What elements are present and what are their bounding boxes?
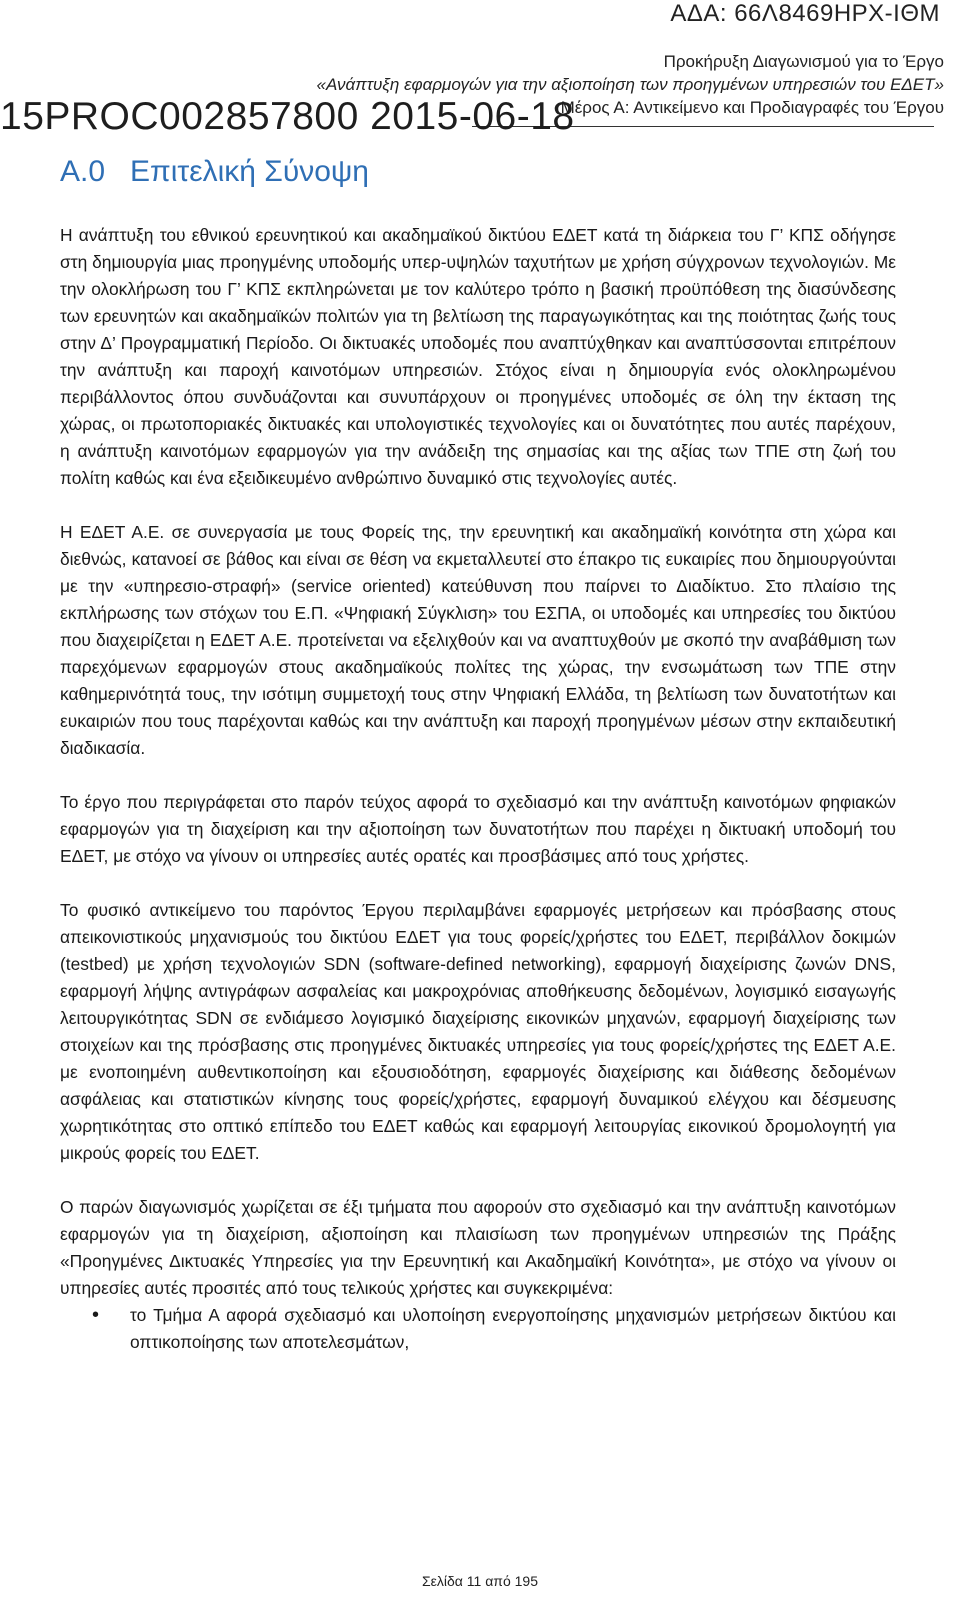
page-footer: Σελίδα 11 από 195 [422,1573,538,1589]
paragraph-4: Το φυσικό αντικείμενο του παρόντος Έργου περιλαμβάνει εφαρμογές μετρήσεων και πρόσβασης στους απεικονιστικούς μηχανισμούς του δικτύου ΕΔΕΤ για τους φορείς/χρήστες του ΕΔΕΤ, περιβάλλον δοκιμών (testbed) με χρήση τεχνολογιών SDN (software-defined networking), εφαρμογή διαχείρισης ζωνών DNS, εφαρμογή λήψης αντιγράφων ασφαλείας και μακροχρόνιας αποθήκευσης δεδομένων, λογισμικό εισαγωγής λειτουργικότητας SDN σε ενδιάμεσο λογισμικό διαχείρισης εικονικών μηχανών, εφαρμογή διαχείρισης των στοιχείων και της πρόσβασης στις προηγμένες δικτυακές υπηρεσίες για τους φορείς/χρήστες της ΕΔΕΤ Α.Ε. με ενοποιημένη αυθεντικοποίηση και εξουσιοδότηση, εφαρμογές διαχείρισης και διάθεσης δεδομένων ασφάλειας και στατιστικών κίνησης τους φορείς/χρήστες, εφαρμογή δυναμικού ελέγχου και δέσμευσης χωρητικότητας στο οπτικό επίπεδο του ΕΔΕΤ καθώς και εφαρμογή λειτουργίας εικονικού δρομολογητή για μικρούς φορείς του ΕΔΕΤ. [60,900,896,1163]
paragraph-2: Η ΕΔΕΤ Α.Ε. σε συνεργασία με τους Φορείς της, την ερευνητική και ακαδημαϊκή κοινότητα στη χώρα και διεθνώς, κατανοεί σε βάθος και είναι σε θέση να εκμεταλλευτεί στο έπακρο τις ευκαιρίες που δημιουργούνται με την «υπηρεσιο-στραφή» (service oriented) κατεύθυνση που παίρνει το Διαδίκτυο. Στο πλαίσιο της εκπλήρωσης των στόχων του Ε.Π. «Ψηφιακή Σύγκλιση» του ΕΣΠΑ, οι υποδομές και υπηρεσίες του δικτύου που διαχειρίζεται η ΕΔΕΤ Α.Ε. προτείνεται να εξελιχθούν και να αναπτυχθούν με σκοπό την αναβάθμιση των παρεχόμενων εφαρμογών στους ακαδημαϊκούς πολίτες της χώρας, την ενσωμάτωση των ΤΠΕ στην καθημερινότητά τους, την ισότιμη συμμετοχή τους στην Ψηφιακή Ελλάδα, τη βελτίωση των δυνατοτήτων και ευκαιριών που τους παρέχονται καθώς και την ανάπτυξη και παροχή προηγμένων μέσων στην εκπαιδευτική διαδικασία. [60,522,896,758]
section-heading: Επιτελική Σύνοψη [130,155,369,188]
header-line-1: Προκήρυξη Διαγωνισμού για το Έργο [663,52,944,71]
header-line-2: «Ανάπτυξη εφαρμογών για την αξιοποίηση των προηγμένων υπηρεσιών του ΕΔΕΤ» [316,75,944,94]
section-number: Α.0 [60,155,106,188]
paragraph-5: Ο παρών διαγωνισμός χωρίζεται σε έξι τμήματα που αφορούν στο σχεδιασμό και την ανάπτυξη καινοτόμων εφαρμογών για τη διαχείριση, αξιοποίηση και πλαισίωση των προηγμένων υπηρεσιών της Πράξης «Προηγμένες Δικτυακές Υπηρεσίες για την Ερευνητική και Ακαδημαϊκή Κοινότητα», με στόχο να γίνουν οι υπηρεσίες αυτές προσιτές από τους τελικούς χρήστες και συγκεκριμένα: [60,1197,896,1298]
list-item [60,1302,896,1356]
document-body [60,222,896,1356]
paragraph-3: Το έργο που περιγράφεται στο παρόν τεύχος αφορά το σχεδιασμό και την ανάπτυξη καινοτόμων φηφιακών εφαρμογών για τη διαχείριση και την αξιοποίηση των δυνατοτήτων που παρέχει η δικτυακή υποδομή του ΕΔΕΤ, με στόχο να γίνουν οι υπηρεσίες αυτές ορατές και προσβάσιμες από τους χρήστες. [60,792,896,866]
header-line-3: Μέρος Α: Αντικείμενο και Προδιαγραφές του Έργου [560,98,944,117]
bullet-icon: • [92,1304,100,1326]
paragraph-1: Η ανάπτυξη του εθνικού ερευνητικού και ακαδημαϊκού δικτύου ΕΔΕΤ κατά τη διάρκεια του Γ’ ΚΠΣ οδήγησε στη δημιουργία μιας προηγμένης υποδομής υπερ-υψηλών ταχυτήτων με χρήση σύγχρονων τεχνολογιών. Με την ολοκλήρωση του Γ’ ΚΠΣ εκπληρώνεται με τον καλύτερο τρόπο η βασική προϋπόθεση της διασύνδεσης των ερευνητών και ακαδημαϊκών πολιτών για τη βελτίωση της παραγωγικότητας και της ποιότητας ζωής τους στην Δ’ Προγραμματική Περίοδο. Οι δικτυακές υποδομές που αναπτύχθηκαν και αναπτύσσονται επιτρέπουν την ανάπτυξη και παροχή καινοτόμων υπηρεσιών. Στόχος είναι η δημιουργία ενός ολοκληρωμένου περιβάλλοντος όπου συνδυάζονται και συνυπάρχουν οι προηγμένες υποδομές σε όλη την έκταση της χώρας, οι πρωτοποριακές δικτυακές και υπολογιστικές τεχνολογίες και οι δυνατότητες που αυτές παρέχουν, η ανάπτυξη καινοτόμων εφαρμογών για την ανάδειξη της σημασίας και της αξίας των ΤΠΕ στη ζωή του πολίτη καθώς και ένα εξειδικευμένο ανθρώπινο δυναμικό στις τεχνολογίες αυτές. [60,225,896,488]
section-title [60,155,369,189]
list-item-text: το Τμήμα Α αφορά σχεδιασμό και υλοποίηση ενεργοποίησης μηχανισμών μετρήσεων δικτύου και οπτικοποίησης των αποτελεσμάτων, [130,1305,896,1352]
proc-stamp: 15PROC002857800 2015-06-18 [0,95,575,138]
ada-code: ΑΔΑ: 66Λ8469ΗΡΧ-ΙΘΜ [670,0,940,27]
bullet-list [60,1302,896,1356]
